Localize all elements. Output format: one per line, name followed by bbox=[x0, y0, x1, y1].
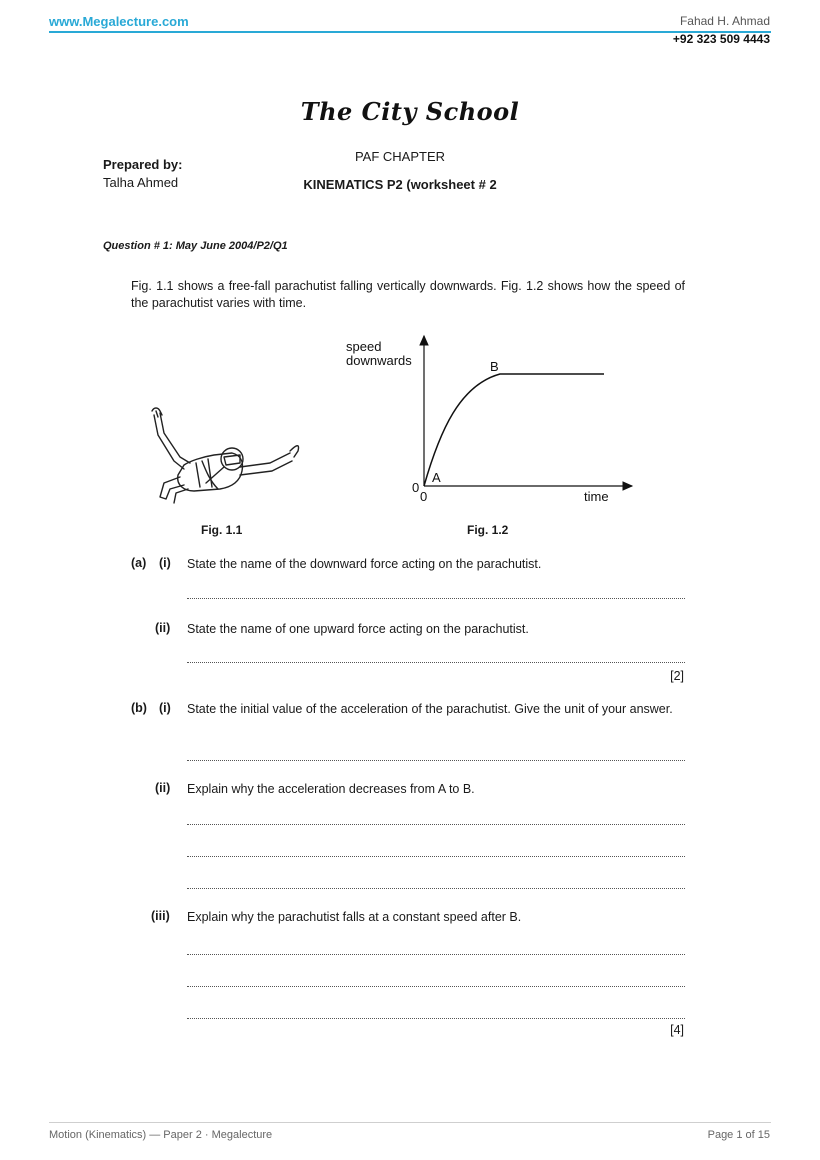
header-divider bbox=[49, 31, 771, 33]
answer-line-b-ii-2[interactable] bbox=[187, 856, 685, 857]
part-b-i-text: State the initial value of the acceleration of the parachutist. Give the unit of your answer. bbox=[187, 702, 673, 716]
page-number: Page 1 of 15 bbox=[707, 1129, 770, 1141]
part-b-iii-text: Explain why the parachutist falls at a constant speed after B. bbox=[187, 910, 522, 924]
part-b-ii-text: Explain why the acceleration decreases from A to B. bbox=[187, 782, 475, 796]
part-a-i-label: (i) bbox=[159, 556, 171, 570]
answer-line-b-ii-3[interactable] bbox=[187, 888, 685, 889]
fig-1-1-caption: Fig. 1.1 bbox=[201, 523, 243, 537]
origin-y-label: 0 bbox=[412, 480, 420, 495]
part-b-label: (b) bbox=[131, 701, 147, 715]
part-b-marks: [4] bbox=[670, 1023, 684, 1037]
author-name: Fahad H. Ahmad bbox=[679, 14, 770, 28]
origin-x-label: 0 bbox=[420, 489, 428, 504]
point-a-label: A bbox=[432, 470, 441, 485]
question-intro: Fig. 1.1 shows a free-fall parachutist falling vertically downwards. Fig. 1.2 shows how the speed of the parachutist varies with time. bbox=[131, 279, 685, 310]
part-a-ii-text: State the name of one upward force acting on the parachutist. bbox=[187, 622, 529, 636]
fig-1-2-caption: Fig. 1.2 bbox=[467, 523, 509, 537]
y-axis-label-line1: speed bbox=[346, 339, 382, 354]
answer-line-b-iii-2[interactable] bbox=[187, 986, 685, 987]
footer-divider bbox=[49, 1122, 771, 1123]
footer-text: Motion (Kinematics) — Paper 2 · Megalecture bbox=[49, 1129, 273, 1141]
y-axis-label-line2: downwards bbox=[346, 353, 412, 368]
speed-curve bbox=[424, 374, 604, 486]
school-name: The City School bbox=[300, 97, 520, 126]
answer-line-a-ii[interactable] bbox=[187, 662, 685, 663]
part-a-label: (a) bbox=[131, 556, 147, 570]
part-b-i-label: (i) bbox=[159, 701, 171, 715]
question-heading: Question # 1: May June 2004/P2/Q1 bbox=[103, 240, 288, 252]
answer-line-b-iii-3[interactable] bbox=[187, 1018, 685, 1019]
preparer-name: Talha Ahmed bbox=[103, 175, 179, 190]
answer-line-a-i[interactable] bbox=[187, 598, 685, 599]
answer-line-b-ii-1[interactable] bbox=[187, 824, 685, 825]
speed-time-graph bbox=[340, 330, 650, 510]
part-a-ii-label: (ii) bbox=[155, 621, 171, 635]
x-axis-label: time bbox=[584, 489, 609, 504]
answer-line-b-iii-1[interactable] bbox=[187, 954, 685, 955]
author-phone: +92 323 509 4443 bbox=[672, 32, 770, 46]
part-b-ii-label: (ii) bbox=[155, 781, 171, 795]
part-a-marks: [2] bbox=[670, 669, 684, 683]
point-b-label: B bbox=[490, 359, 499, 374]
chapter-title: PAF CHAPTER bbox=[354, 149, 446, 164]
worksheet-title: KINEMATICS P2 (worksheet # 2 bbox=[303, 177, 497, 192]
part-b-iii-label: (iii) bbox=[151, 909, 170, 923]
answer-line-b-i[interactable] bbox=[187, 760, 685, 761]
prepared-by-label: Prepared by: bbox=[103, 157, 183, 172]
site-link[interactable]: www.Megalecture.com bbox=[49, 14, 189, 29]
parachutist-illustration bbox=[140, 405, 310, 505]
part-a-i-text: State the name of the downward force acting on the parachutist. bbox=[187, 557, 542, 571]
